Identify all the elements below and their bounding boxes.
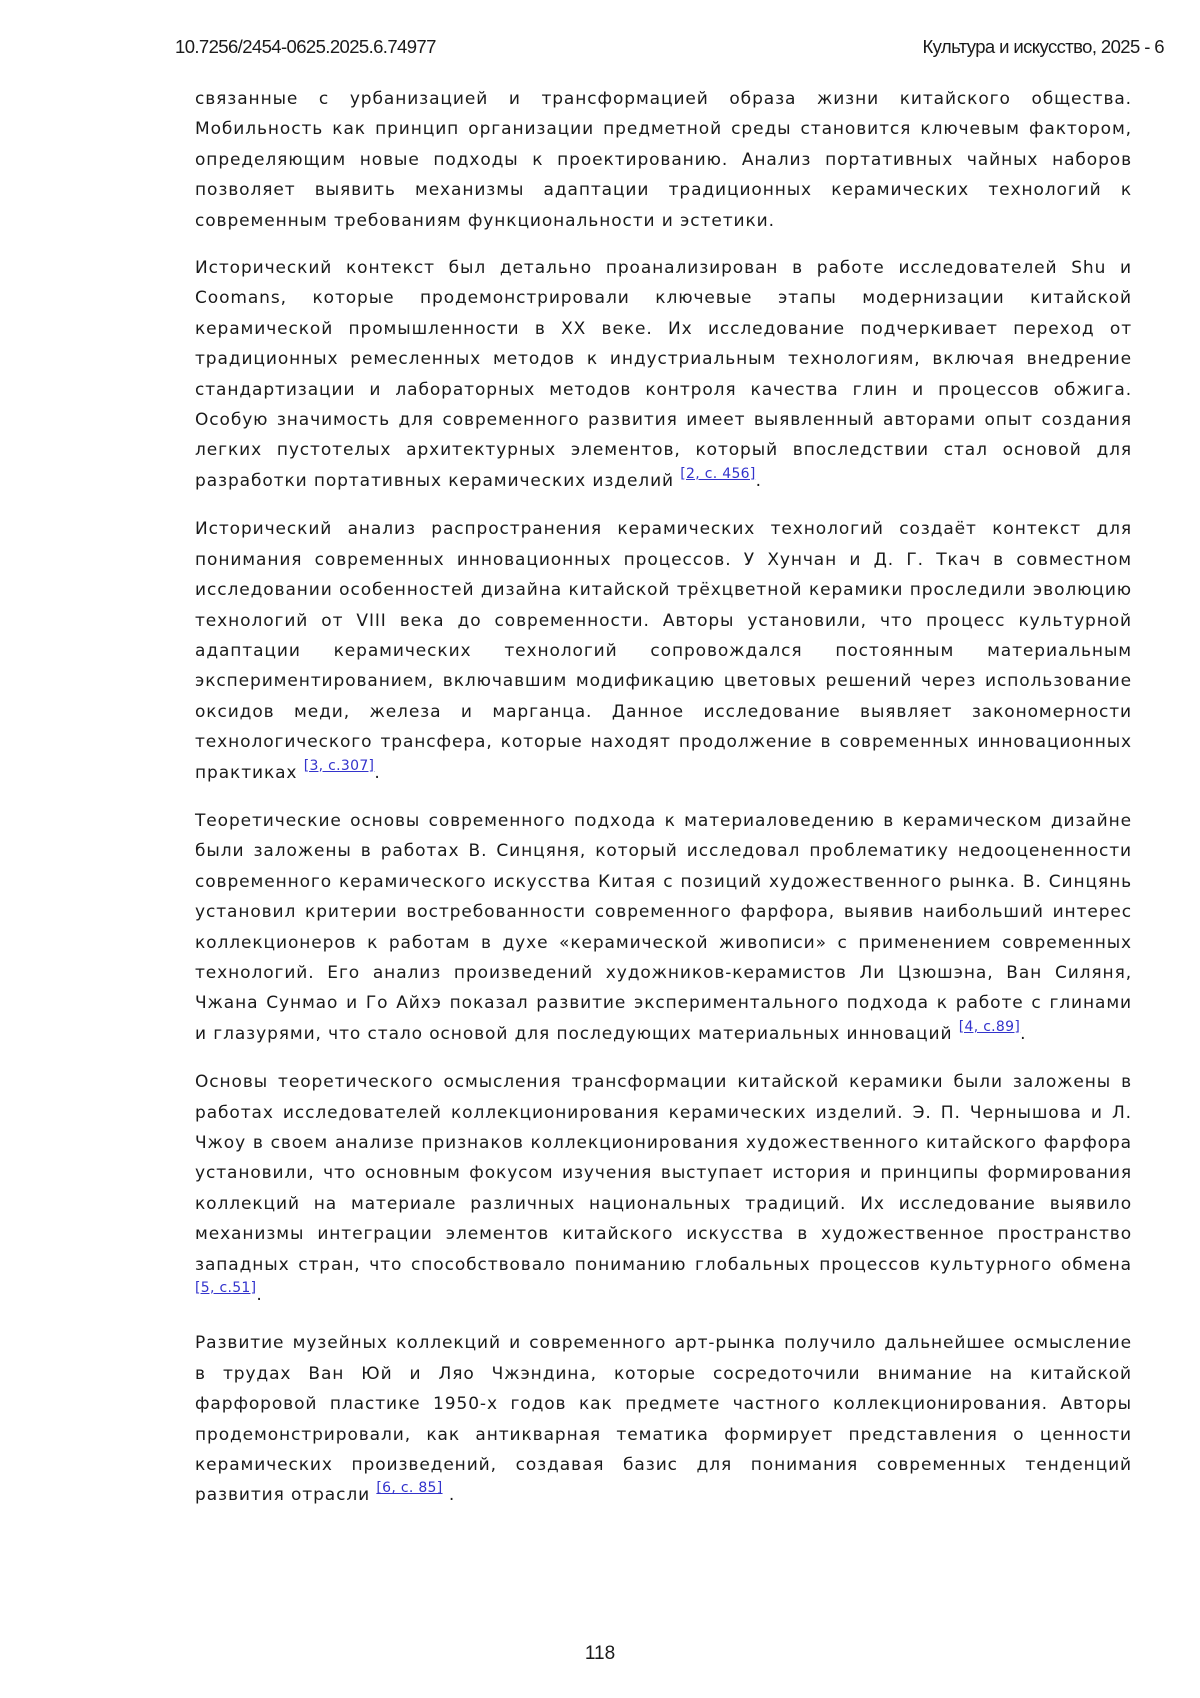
paragraph-end: . bbox=[1020, 1023, 1027, 1044]
paragraph-text: связанные с урбанизацией и трансформацией образа жизни китайского общества. Мобильность как принцип организации предметной среды становится ключевым фактором, определяющим новые подходы к проектированию. Анализ портативных чайных наборов позволяет выявить механизмы адаптации традиционных керамических технологий к современным требованиям функциональности и эстетики. bbox=[195, 89, 1132, 231]
journal-title: Культура и искусство, 2025 - 6 bbox=[922, 36, 1164, 57]
paragraph bbox=[195, 514, 1132, 789]
paragraph-end: . bbox=[442, 1485, 456, 1506]
paragraph bbox=[195, 253, 1132, 497]
citation-link[interactable]: [3, с.307] bbox=[303, 757, 375, 774]
paragraph-text: Развитие музейных коллекций и современного арт-рынка получило дальнейшее осмысление в трудах Ван Юй и Ляо Чжэндина, которые сосредоточили внимание на китайской фарфоровой пластике 1950-х годов как предмете частного коллекционирования. Авторы продемонстрировали, как антикварная тематика формирует представления о ценности керамических произведений, создавая базис для понимания современных тенденций развития отрасли bbox=[195, 1333, 1132, 1506]
doi: 10.7256/2454-0625.2025.6.74977 bbox=[175, 36, 436, 57]
page-header bbox=[175, 36, 1164, 62]
citation-link[interactable]: [2, с. 456] bbox=[680, 465, 756, 482]
paragraph-text: Основы теоретического осмысления трансформации китайской керамики были заложены в работах исследователей коллекционирования керамических изделий. Э. П. Чернышова и Л. Чжоу в своем анализе признаков коллекционирования художественного китайского фарфора установили, что основным фокусом изучения выступает история и принципы формирования коллекций на материале различных национальных традиций. Их исследование выявило механизмы интеграции элементов китайского искусства в художественное пространство западных стран, что способствовало пониманию глобальных процессов культурного обмена bbox=[195, 1072, 1132, 1275]
paragraph bbox=[195, 1328, 1132, 1511]
paragraph-end: . bbox=[256, 1285, 263, 1306]
paragraph bbox=[195, 806, 1132, 1050]
citation-link[interactable]: [4, с.89] bbox=[958, 1018, 1021, 1035]
paragraph bbox=[195, 84, 1132, 236]
citation-link[interactable]: [5, с.51] bbox=[195, 1280, 257, 1297]
citation-link[interactable]: [6, с. 85] bbox=[376, 1480, 443, 1497]
paragraph bbox=[195, 1067, 1132, 1311]
paragraph-text: Исторический контекст был детально проанализирован в работе исследователей Shu и Coomans, которые продемонстрировали ключевые этапы модернизации китайской керамической промышленности в XX веке. Их исследование подчеркивает переход от традиционных ремесленных методов к индустриальным технологиям, включая внедрение стандартизации и лабораторных методов контроля качества глин и процессов обжига. Особую значимость для современного развития имеет выявленный авторами опыт создания легких пустотелых архитектурных элементов, который впоследствии стал основой для разработки портативных керамических изделий bbox=[195, 258, 1132, 491]
paragraph-text: Теоретические основы современного подхода к материаловедению в керамическом дизайне были заложены в работах В. Синцяня, который исследовал проблематику недооцененности современного керамического искусства Китая с позиций художественного рынка. В. Синцянь установил критерии востребованности современного фарфора, выявив наибольший интерес коллекционеров к работам в духе «керамической живописи» с применением современных технологий. Его анализ произведений художников-керамистов Ли Цзюшэна, Ван Силяня, Чжана Сунмао и Го Айхэ показал развитие экспериментального подхода к работе с глинами и глазурями, что стало основой для последующих материальных инноваций bbox=[195, 810, 1132, 1044]
page-number: 118 bbox=[584, 1643, 616, 1664]
paragraph-end: . bbox=[374, 762, 381, 783]
paragraph-end: . bbox=[755, 470, 762, 491]
article-body bbox=[195, 84, 1132, 1529]
paragraph-text: Исторический анализ распространения керамических технологий создаёт контекст для понимания современных инновационных процессов. У Хунчан и Д. Г. Ткач в совместном исследовании особенностей дизайна китайской трёхцветной керамики проследили эволюцию технологий от VIII века до современности. Авторы установили, что процесс культурной адаптации керамических технологий сопровождался постоянным материальным экспериментированием, включавшим модификацию цветовых решений через использование оксидов меди, железа и марганца. Данное исследование выявляет закономерности технологического трансфера, которые находят продолжение в современных инновационных практиках bbox=[195, 519, 1132, 783]
